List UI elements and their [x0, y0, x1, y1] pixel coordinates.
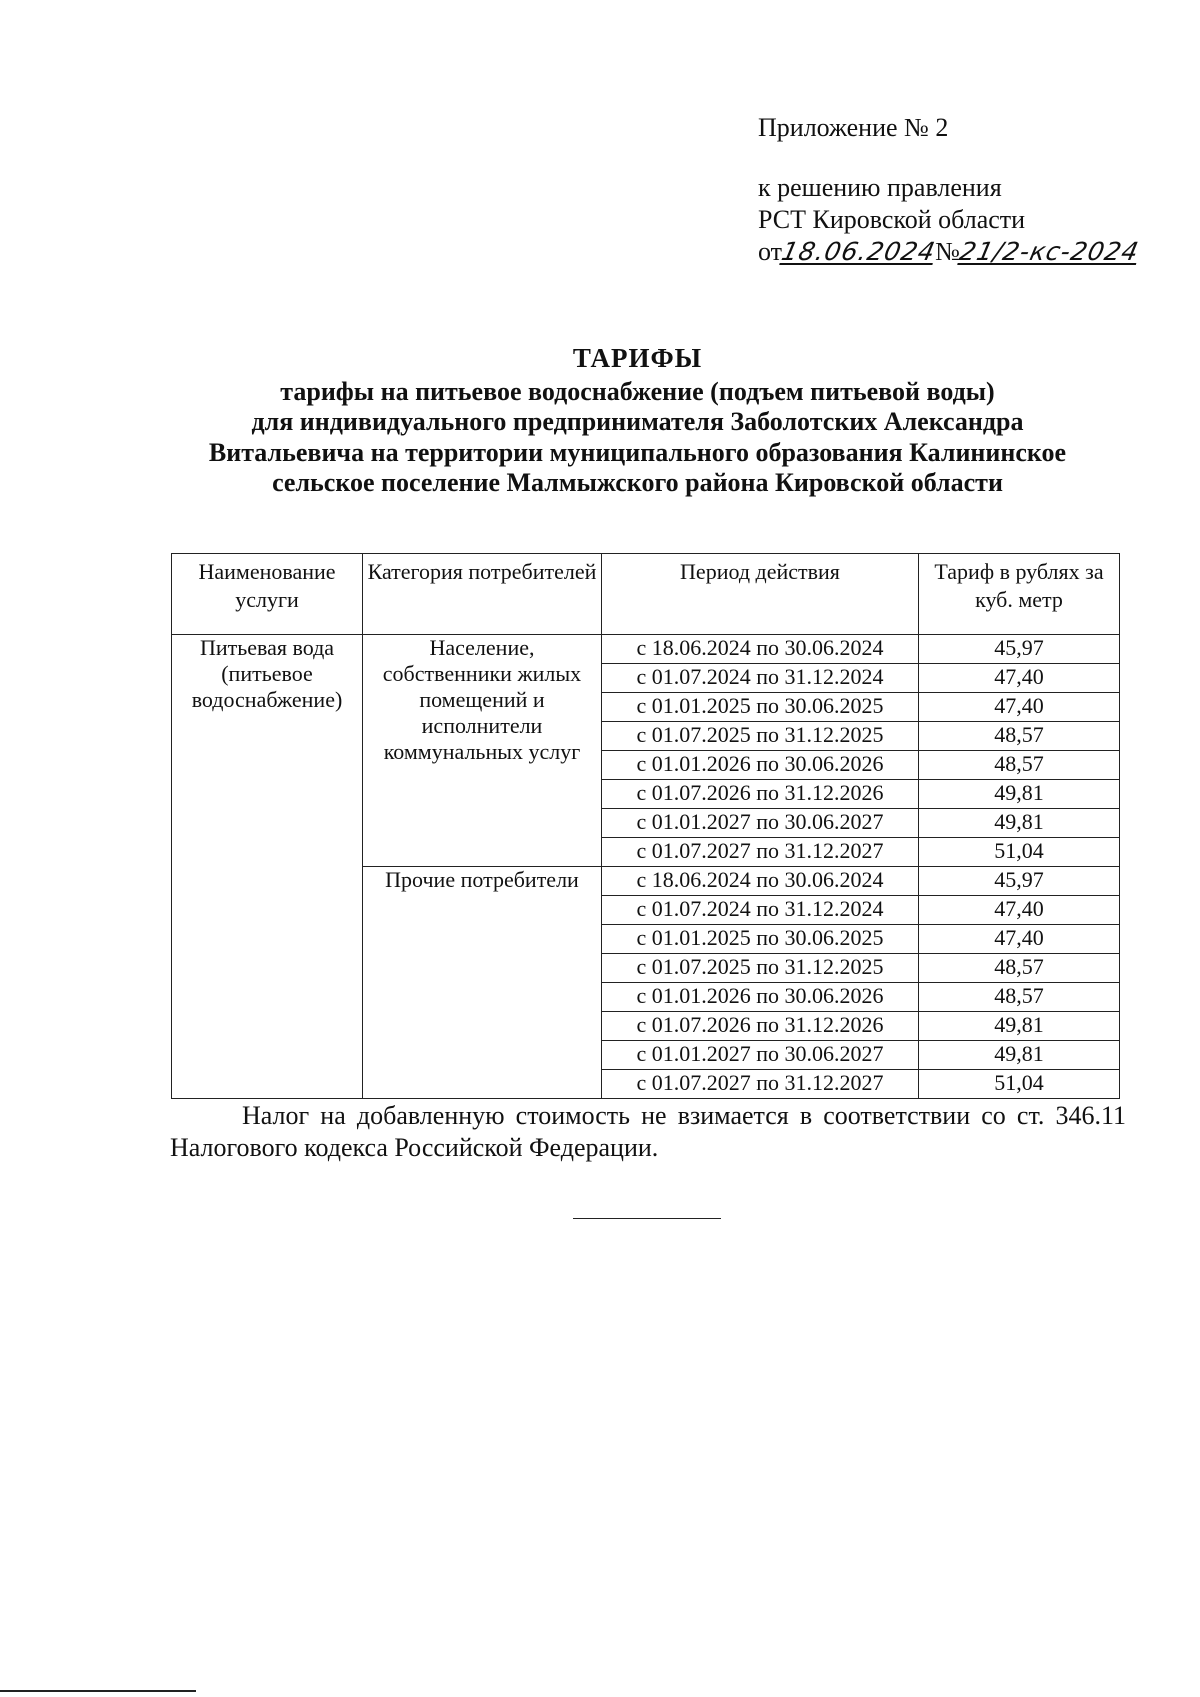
table-row — [172, 635, 1120, 664]
tariff-cell: 49,81 — [919, 780, 1120, 809]
tariff-cell: 47,40 — [919, 896, 1120, 925]
period-cell: с 01.01.2025 по 30.06.2025 — [602, 925, 919, 954]
appendix-number: Приложение № 2 — [758, 113, 949, 142]
tariff-cell: 48,57 — [919, 751, 1120, 780]
period-cell: с 01.07.2027 по 31.12.2027 — [602, 1070, 919, 1099]
period-cell: с 01.07.2026 по 31.12.2026 — [602, 780, 919, 809]
category-population: Население, собственники жилых помещений и исполнители коммунальных услуг — [363, 635, 602, 867]
period-cell: с 01.07.2026 по 31.12.2026 — [602, 1012, 919, 1041]
handwritten-date: 18.06.2024 — [779, 237, 939, 266]
period-cell: с 01.01.2025 по 30.06.2025 — [602, 693, 919, 722]
header-service: Наименование услуги — [172, 554, 363, 635]
tariff-cell: 49,81 — [919, 809, 1120, 838]
from-label: от — [758, 237, 783, 266]
period-cell: с 01.07.2027 по 31.12.2027 — [602, 838, 919, 867]
period-cell: с 01.01.2027 по 30.06.2027 — [602, 1041, 919, 1070]
period-cell: с 01.07.2025 по 31.12.2025 — [602, 722, 919, 751]
tariff-cell: 45,97 — [919, 867, 1120, 896]
period-cell: с 01.01.2026 по 30.06.2026 — [602, 983, 919, 1012]
tariff-cell: 48,57 — [919, 954, 1120, 983]
tariff-cell: 51,04 — [919, 838, 1120, 867]
header-category: Категория потребителей — [363, 554, 602, 635]
authority-name: РСТ Кировской области — [758, 205, 1026, 234]
vat-note-text: Налог на добавленную стоимость не взимается в соответствии со ст. 346.11 Налогового кодекса Российской Федерации. — [170, 1101, 1126, 1162]
table-header-row — [172, 554, 1120, 635]
tariff-table — [171, 553, 1120, 1099]
header-tariff: Тариф в рублях за куб. метр — [919, 554, 1120, 635]
title-line: Витальевича на территории муниципального образования Калининское — [208, 437, 1067, 467]
appendix-header — [758, 112, 1142, 268]
period-cell: с 18.06.2024 по 30.06.2024 — [602, 635, 919, 664]
footer-rule — [0, 1690, 196, 1692]
period-cell: с 01.07.2024 по 31.12.2024 — [602, 896, 919, 925]
title-line: для индивидуального предпринимателя Заболотских Александра — [251, 407, 1024, 436]
period-cell: с 01.07.2024 по 31.12.2024 — [602, 664, 919, 693]
tariff-cell: 47,40 — [919, 693, 1120, 722]
decision-date-number — [758, 236, 1142, 268]
tariff-cell: 48,57 — [919, 722, 1120, 751]
category-others: Прочие потребители — [363, 867, 602, 1099]
period-cell: с 01.07.2025 по 31.12.2025 — [602, 954, 919, 983]
service-name: Питьевая вода (питьевое водоснабжение) — [172, 635, 363, 1099]
tariff-cell: 49,81 — [919, 1041, 1120, 1070]
tariff-cell: 49,81 — [919, 1012, 1120, 1041]
title-line: тарифы на питьевое водоснабжение (подъем питьевой воды) — [280, 376, 995, 406]
document-title — [150, 343, 1125, 499]
number-label: № — [935, 237, 960, 266]
tariff-cell: 45,97 — [919, 635, 1120, 664]
title-line: сельское поселение Малмыжского района Кировской области — [272, 468, 1003, 497]
tariff-cell: 47,40 — [919, 925, 1120, 954]
tariff-cell: 48,57 — [919, 983, 1120, 1012]
period-cell: с 01.01.2026 по 30.06.2026 — [602, 751, 919, 780]
vat-note — [170, 1100, 1126, 1164]
title-main: ТАРИФЫ — [572, 343, 703, 373]
tariff-cell: 47,40 — [919, 664, 1120, 693]
tariff-cell: 51,04 — [919, 1070, 1120, 1099]
decision-reference: к решению правления — [758, 173, 1002, 202]
header-period: Период действия — [602, 554, 919, 635]
end-divider — [573, 1218, 721, 1219]
period-cell: с 18.06.2024 по 30.06.2024 — [602, 867, 919, 896]
period-cell: с 01.01.2027 по 30.06.2027 — [602, 809, 919, 838]
handwritten-number: 21/2-кс-2024 — [957, 237, 1142, 266]
